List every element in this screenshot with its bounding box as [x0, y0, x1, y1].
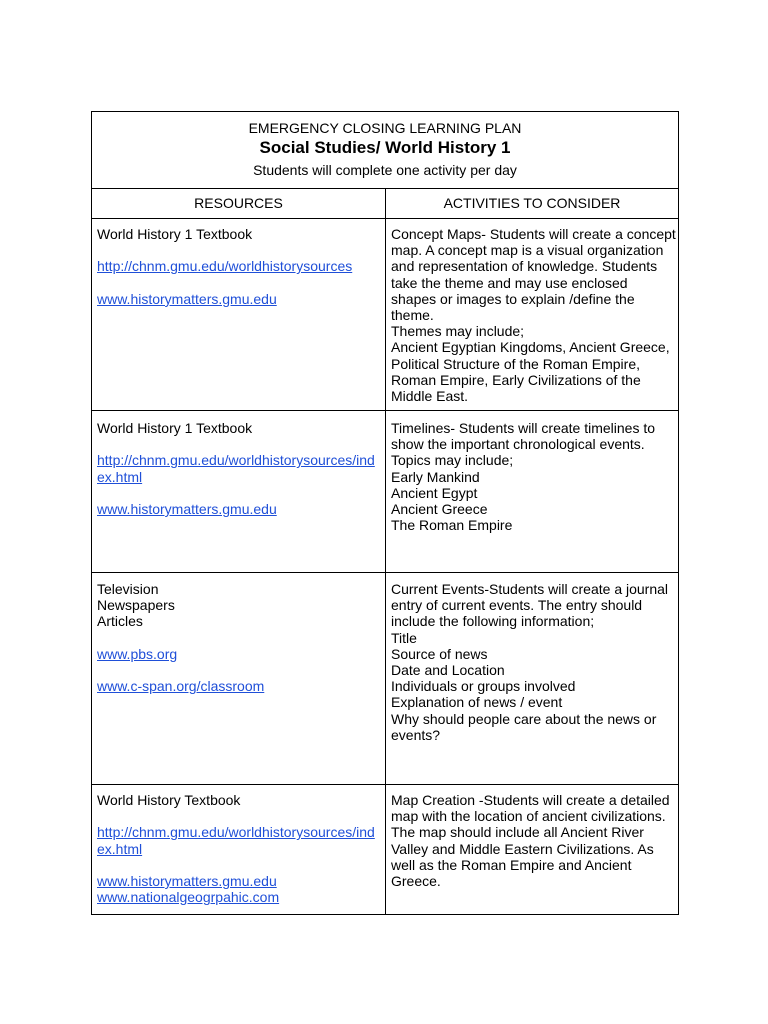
resources-cell [97, 792, 381, 905]
activities-cell [391, 581, 675, 743]
resource-text: World History Textbook [97, 792, 241, 808]
activity-line: Middle East. [391, 388, 469, 405]
activity-line: Ancient Greece [391, 501, 488, 518]
row-divider [92, 218, 678, 219]
resource-text: Television [97, 581, 159, 597]
resource-link[interactable]: ex.html [97, 840, 143, 857]
activity-line: map. A concept map is a visual organization [391, 242, 664, 259]
resource-link[interactable]: www.historymatters.gmu.edu [97, 872, 277, 889]
activity-line: include the following information; [391, 613, 595, 630]
activity-line: entry of current events. The entry should [391, 597, 643, 614]
resource-link[interactable]: www.historymatters.gmu.edu [97, 500, 277, 517]
resource-text: World History 1 Textbook [97, 420, 253, 436]
activity-line: and representation of knowledge. Students [391, 258, 658, 275]
activity-line: The Roman Empire [391, 517, 513, 534]
activity-line: Ancient Egyptian Kingdoms, Ancient Greece, [391, 339, 670, 356]
activity-line: Political Structure of the Roman Empire, [391, 355, 640, 372]
row-divider [92, 784, 678, 785]
resource-link[interactable]: http://chnm.gmu.edu/worldhistorysources [97, 258, 353, 275]
resource-link[interactable]: www.pbs.org [97, 645, 178, 662]
resource-link[interactable]: http://chnm.gmu.edu/worldhistorysources/ind [97, 452, 375, 469]
column-divider [385, 188, 386, 914]
activity-line: Valley and Middle Eastern Civilizations. As [391, 840, 654, 857]
table-header [92, 112, 678, 189]
activity-line: events? [391, 726, 441, 743]
activity-line: Topics may include; [391, 452, 514, 469]
activity-line: map with the location of ancient civilizations. [391, 808, 666, 825]
column-header-activities: ACTIVITIES TO CONSIDER [443, 195, 621, 211]
activity-line: Ancient Egypt [391, 484, 478, 501]
activity-line: Date and Location [391, 662, 505, 679]
resources-cell [97, 226, 381, 307]
activity-line: Map Creation -Students will create a detailed [391, 792, 670, 808]
activity-line: Why should people care about the news or [391, 710, 657, 727]
resources-cell [97, 581, 381, 694]
activity-line: Concept Maps- Students will create a concept [391, 226, 676, 242]
activities-cell [391, 792, 675, 889]
row-divider [92, 572, 678, 573]
activity-line: Explanation of news / event [391, 694, 563, 711]
activities-cell [391, 226, 675, 404]
resource-link[interactable]: ex.html [97, 468, 143, 485]
activity-line: Greece. [391, 873, 441, 890]
plan-subtitle: EMERGENCY CLOSING LEARNING PLAN [248, 120, 522, 136]
activity-line: Individuals or groups involved [391, 678, 576, 695]
activity-line: show the important chronological events. [391, 436, 645, 453]
resource-text: Newspapers [97, 597, 175, 614]
activity-line: Early Mankind [391, 468, 480, 485]
activity-line: take the theme and may use enclosed [391, 274, 628, 291]
resource-link[interactable]: http://chnm.gmu.edu/worldhistorysources/ind [97, 824, 375, 841]
plan-title: Social Studies/ World History 1 [259, 138, 511, 157]
activity-line: well as the Roman Empire and Ancient [391, 856, 632, 873]
activity-line: shapes or images to explain /define the [391, 290, 635, 307]
resource-link[interactable]: www.nationalgeogrpahic.com [97, 889, 280, 906]
activity-line: Themes may include; [391, 323, 525, 340]
row-divider [92, 410, 678, 411]
plan-note: Students will complete one activity per day [253, 162, 517, 178]
activity-line: Title [391, 629, 417, 646]
resource-text: World History 1 Textbook [97, 226, 253, 242]
activity-line: theme. [391, 307, 434, 324]
resource-link[interactable]: www.c-span.org/classroom [97, 678, 265, 695]
resource-link[interactable]: www.historymatters.gmu.edu [97, 290, 277, 307]
column-header-resources: RESOURCES [194, 195, 283, 211]
resource-text: Articles [97, 613, 143, 630]
activity-line: Timelines- Students will create timelines to [391, 420, 656, 436]
activity-line: The map should include all Ancient River [391, 824, 644, 841]
resources-cell [97, 420, 381, 517]
activities-cell [391, 420, 675, 533]
learning-plan-table [91, 111, 679, 915]
activity-line: Source of news [391, 645, 488, 662]
activity-line: Roman Empire, Early Civilizations of the [391, 371, 641, 388]
activity-line: Current Events-Students will create a journal [391, 581, 669, 597]
